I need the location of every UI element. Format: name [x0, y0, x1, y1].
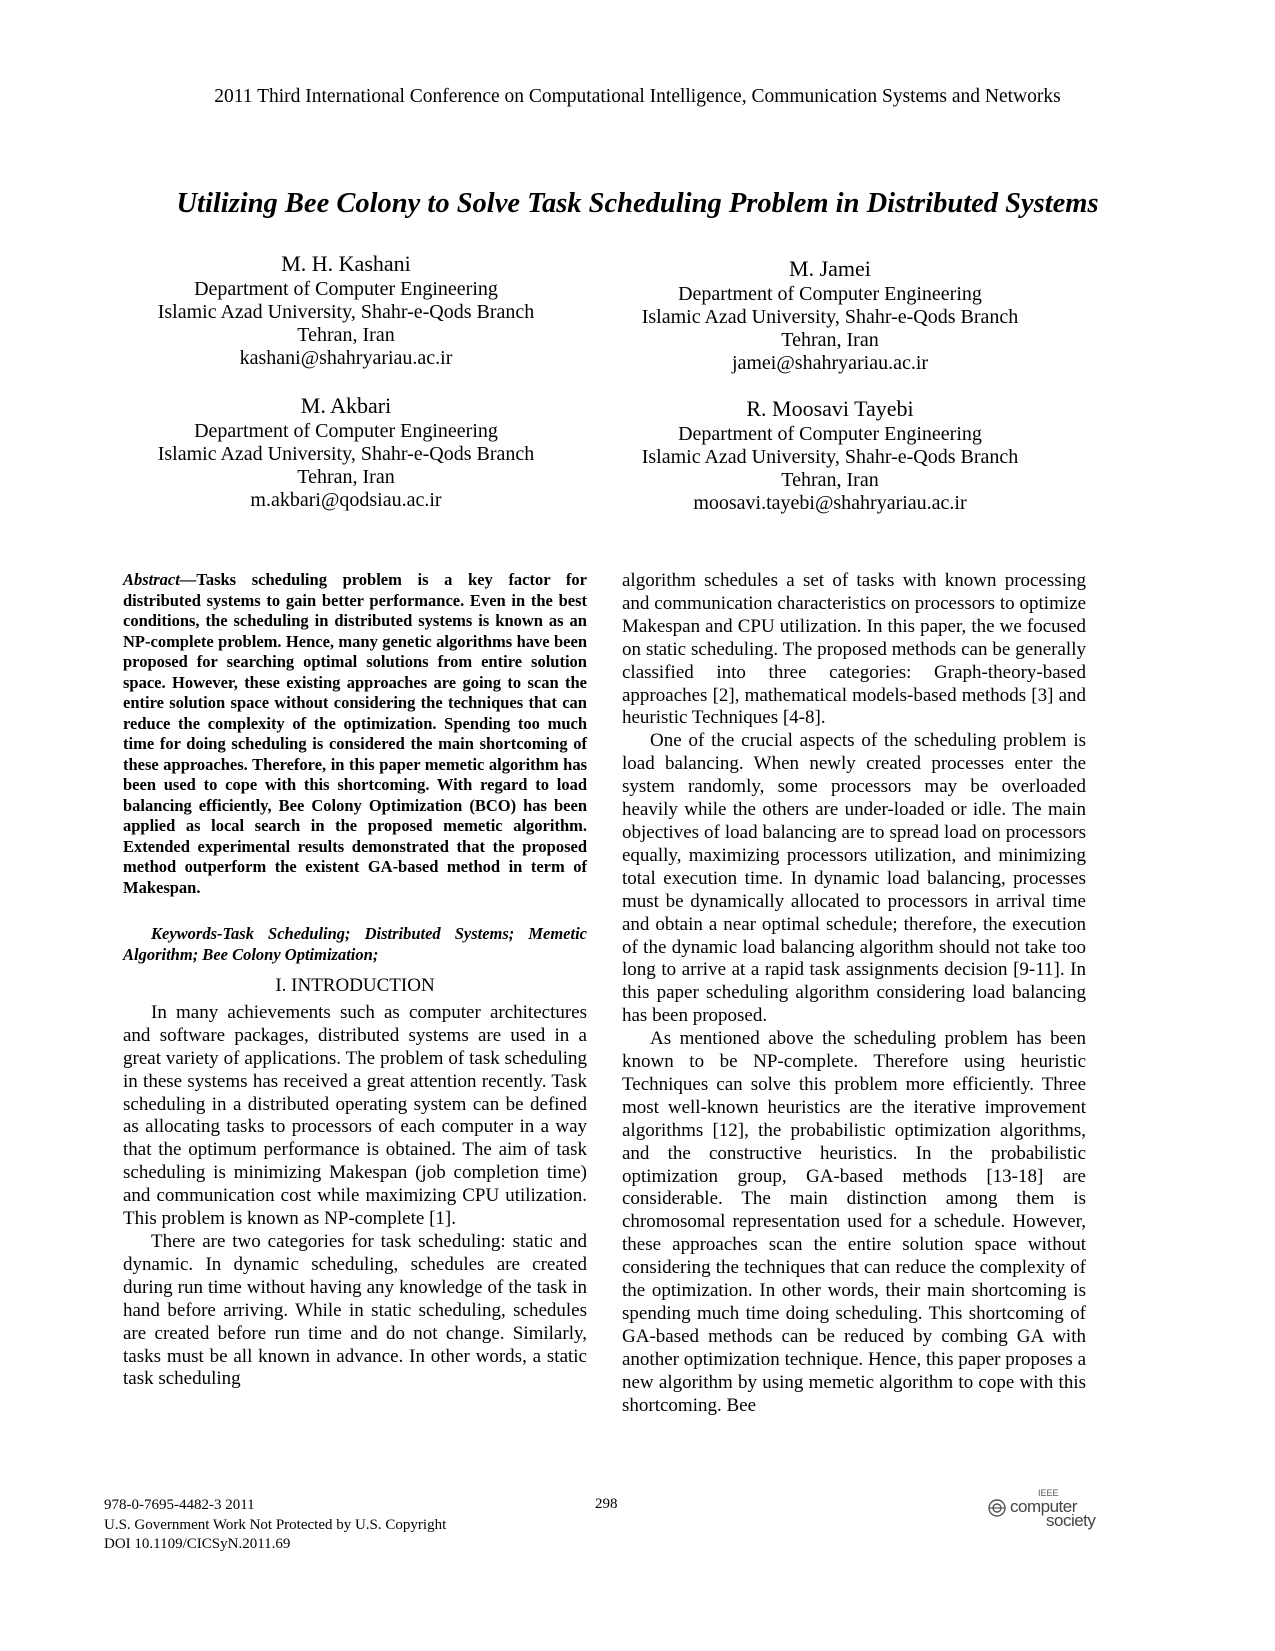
- author-univ: Islamic Azad University, Shahr-e-Qods Branch: [157, 443, 535, 465]
- author-block-1: [106, 250, 586, 370]
- right-column: [622, 570, 1086, 1418]
- left-column: [123, 570, 587, 1391]
- page-number: 298: [595, 1496, 618, 1512]
- abstract: [123, 570, 587, 898]
- footer-copyright: U.S. Government Work Not Protected by U.S. Copyright: [104, 1516, 447, 1533]
- footer-info: [104, 1496, 446, 1555]
- author-email: jamei@shahryariau.ac.ir: [731, 352, 929, 374]
- author-block-4: [590, 395, 1070, 515]
- logo-word-society: society: [1046, 1511, 1096, 1530]
- conference-header: 2011 Third International Conference on Computational Intelligence, Communication Systems and Networks: [214, 86, 1061, 107]
- paper-title: Utilizing Bee Colony to Solve Task Scheduling Problem in Distributed Systems: [176, 188, 1099, 219]
- ieee-computer-society-logo: [986, 1488, 1096, 1530]
- author-city: Tehran, Iran: [297, 324, 395, 346]
- abstract-lead: Abstract—: [123, 570, 197, 589]
- author-dept: Department of Computer Engineering: [194, 420, 498, 442]
- author-block-3: [106, 392, 586, 512]
- author-dept: Department of Computer Engineering: [678, 423, 982, 445]
- author-city: Tehran, Iran: [781, 329, 879, 351]
- author-dept: Department of Computer Engineering: [678, 283, 982, 305]
- footer-doi: DOI 10.1109/CICSyN.2011.69: [104, 1536, 291, 1552]
- abstract-text: Tasks scheduling problem is a key factor for distributed systems to gain better performance. Even in the best conditions, the scheduling in distributed systems is known as an NP-complete problem. Hence, many genetic algorithms have been proposed for searching optimal solutions from entire solution space. However, these existing approaches are going to scan the entire solution space without considering the techniques that can reduce the complexity of the optimization. Spending too much time for doing scheduling is considered the main shortcoming of these approaches. Therefore, in this paper memetic algorithm has been used to cope with this shortcoming. With regard to load balancing efficiently, Bee Colony Optimization (BCO) has been applied as local search in the proposed memetic algorithm. Extended experimental results demonstrated that the proposed method outperform the existent GA-based method in term of Makespan.: [123, 570, 587, 897]
- author-univ: Islamic Azad University, Shahr-e-Qods Branch: [641, 306, 1019, 328]
- author-name: R. Moosavi Tayebi: [746, 396, 914, 421]
- author-name: M. Akbari: [300, 393, 392, 418]
- author-email: m.akbari@qodsiau.ac.ir: [250, 489, 442, 511]
- author-univ: Islamic Azad University, Shahr-e-Qods Branch: [641, 446, 1019, 468]
- footer-isbn: 978-0-7695-4482-3 2011: [104, 1497, 255, 1513]
- paragraph: One of the crucial aspects of the scheduling problem is load balancing. When newly created processes enter the system randomly, some processors may be overloaded heavily while the others are under-loaded or idle. The main objectives of load balancing are to spread load on processors equally, maximizing processors utilization, and minimizing total execution time. In dynamic load balancing, processes must be dynamically allocated to processors in arrival time and obtain a near optimal schedule; therefore, the execution of the dynamic load balancing algorithm should not take too long to arrive at a rapid task assignments decision [9-11]. In this paper scheduling algorithm considering load balancing has been proposed.: [622, 730, 1086, 1027]
- paragraph: In many achievements such as computer architectures and software packages, distributed systems are used in a great variety of applications. The problem of task scheduling in these systems has received a great attention recently. Task scheduling in a distributed operating system can be defined as allocating tasks to processors of each computer in a way that the optimum performance is obtained. The aim of task scheduling is minimizing Makespan (job completion time) and communication cost while maximizing CPU utilization. This problem is known as NP-complete [1].: [123, 1001, 587, 1230]
- author-city: Tehran, Iran: [781, 469, 879, 491]
- keywords: Keywords-Task Scheduling; Distributed Systems; Memetic Algorithm; Bee Colony Optimization;: [123, 924, 587, 964]
- paragraph: algorithm schedules a set of tasks with known processing and communication characteristics on processors to optimize Makespan and CPU utilization. In this paper, the we focused on static scheduling. The proposed methods can be generally classified into three categories: Graph-theory-based approaches [2], mathematical models-based methods [3] and heuristic Techniques [4-8].: [622, 570, 1086, 729]
- author-city: Tehran, Iran: [297, 466, 395, 488]
- author-block-2: [590, 255, 1070, 375]
- paragraph: As mentioned above the scheduling problem has been known to be NP-complete. Therefore using heuristic Techniques can solve this problem more efficiently. Three most well-known heuristics are the iterative improvement algorithms [12], the probabilistic optimization algorithms, and the constructive heuristics. In the probabilistic optimization group, GA-based methods [13-18] are considerable. The main distinction among them is chromosomal representation used for a schedule. However, these approaches scan the entire solution space without considering the techniques that can reduce the complexity of the optimization. In other words, their main shortcoming is spending much time doing scheduling. This shortcoming of GA-based methods can be reduced by combing GA with another optimization technique. Hence, this paper proposes a new algorithm by using memetic algorithm to cope with this shortcoming. Bee: [622, 1028, 1086, 1416]
- author-univ: Islamic Azad University, Shahr-e-Qods Branch: [157, 301, 535, 323]
- author-email: moosavi.tayebi@shahryariau.ac.ir: [693, 492, 967, 514]
- logo-mark-icon: [988, 1499, 1006, 1517]
- logo-ieee: IEEE: [1038, 1488, 1059, 1498]
- author-email: kashani@shahryariau.ac.ir: [239, 347, 453, 369]
- logo-word-computer: computer: [1010, 1497, 1077, 1516]
- author-dept: Department of Computer Engineering: [194, 278, 498, 300]
- author-name: M. H. Kashani: [281, 251, 411, 276]
- section-heading-introduction: I. INTRODUCTION: [275, 975, 435, 996]
- author-name: M. Jamei: [789, 256, 871, 281]
- paragraph: There are two categories for task scheduling: static and dynamic. In dynamic scheduling, schedules are created during run time without having any knowledge of the task in hand before arriving. While in static scheduling, schedules are created before run time and do not change. Similarly, tasks must be all known in advance. In other words, a static task scheduling: [123, 1230, 587, 1390]
